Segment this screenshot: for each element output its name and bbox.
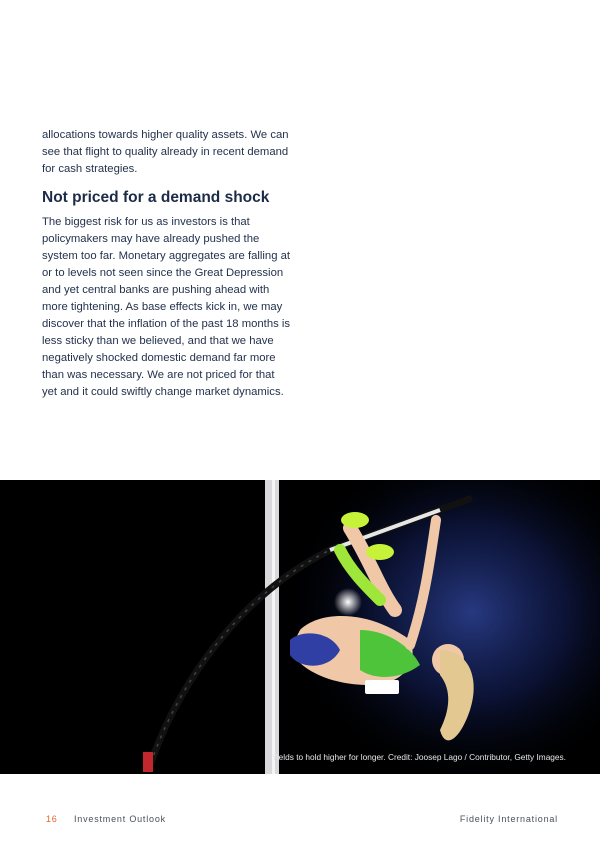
photo-caption: Yields to hold higher for longer. Credit: Joosep Lago / Contributor, Getty Images. — [271, 752, 566, 762]
publication-title: Investment Outlook — [74, 814, 166, 824]
organization-name: Fidelity International — [459, 814, 558, 824]
section-heading: Not priced for a demand shock — [42, 189, 270, 206]
article-text — [42, 127, 292, 401]
lead-paragraph: allocations towards higher quality assets. We can see that flight to quality already in recent demand for cash strategies. — [42, 129, 289, 175]
page-footer — [0, 810, 600, 830]
pole-vault-photo — [0, 480, 600, 774]
body-paragraph: The biggest risk for us as investors is that policymakers may have already pushed the system too far. Monetary aggregates are falling at or to levels not seen since the Great Depression and yet central banks are pushing ahead with more tightening. As base effects kick in, we may discover that the inflation of the past 18 months is less sticky than we believed, and that we have negatively shocked domestic demand far more than was necessary. We are not priced for that yet and it could swiftly change market dynamics. — [42, 216, 291, 398]
pole-vaulter-illustration — [0, 480, 600, 774]
page-number: 16 — [46, 814, 58, 824]
